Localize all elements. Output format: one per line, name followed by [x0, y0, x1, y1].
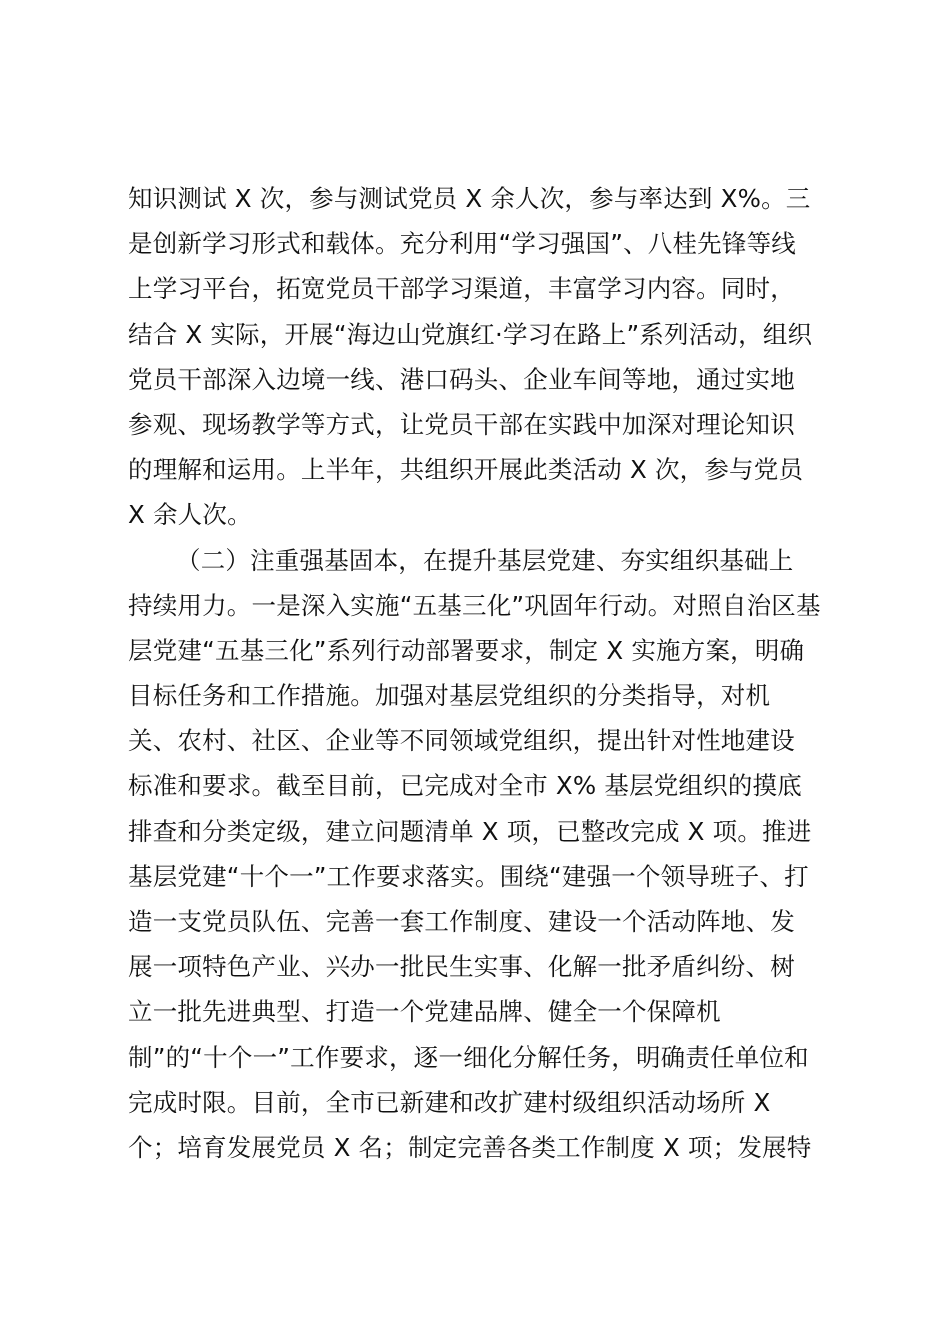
text-line: 党员干部深入边境一线、港口码头、企业车间等地，通过实地 [128, 364, 795, 394]
text-line: 目标任务和工作措施。加强对基层党组织的分类指导，对机 [128, 681, 771, 711]
text-line: 参观、现场教学等方式，让党员干部在实践中加深对理论知识 [128, 409, 795, 439]
text-line: 层党建“五基三化”系列行动部署要求，制定 X 实施方案，明确 [128, 635, 805, 665]
text-line: 造一支党员队伍、完善一套工作制度、建设一个活动阵地、发 [128, 907, 795, 936]
text-line: 个；培育发展党员 X 名；制定完善各类工作制度 X 项；发展特 [128, 1132, 812, 1162]
text-line: 立一批先进典型、打造一个党建品牌、健全一个保障机 [128, 997, 721, 1027]
text-line: 标准和要求。截至目前，已完成对全市 X% 基层党组织的摸底 [128, 771, 802, 801]
text-line: X 余人次。 [128, 500, 252, 530]
text-line: 展一项特色产业、兴办一批民生实事、化解一批矛盾纠纷、树 [128, 952, 795, 982]
text-line: 是创新学习形式和载体。充分利用“学习强国”、八桂先锋等线 [128, 229, 796, 259]
text-line: （二）注重强基固本，在提升基层党建、夯实组织基础上 [176, 545, 794, 575]
text-line: 的理解和运用。上半年，共组织开展此类活动 X 次，参与党员 [128, 455, 804, 485]
text-line: 持续用力。一是深入实施“五基三化”巩固年行动。对照自治区基 [128, 590, 821, 620]
text-line: 制”的“十个一”工作要求，逐一细化分解任务，明确责任单位和 [128, 1042, 809, 1072]
text-line: 知识测试 X 次，参与测试党员 X 余人次，参与率达到 X%。三 [128, 184, 811, 213]
text-line: 基层党建“十个一”工作要求落实。围绕“建强一个领导班子、打 [128, 861, 809, 891]
text-line: 上学习平台，拓宽党员干部学习渠道，丰富学习内容。同时， [128, 274, 795, 304]
text-line: 完成时限。目前，全市已新建和改扩建村级组织活动场所 X [128, 1087, 771, 1117]
document-body [128, 176, 838, 1170]
text-line: 结合 X 实际，开展“海边山党旗红·学习在路上”系列活动，组织 [128, 319, 813, 349]
text-line: 排查和分类定级，建立问题清单 X 项，已整改完成 X 项。推进 [128, 816, 812, 846]
text-line: 关、农村、社区、企业等不同领域党组织，提出针对性地建设 [128, 726, 795, 756]
